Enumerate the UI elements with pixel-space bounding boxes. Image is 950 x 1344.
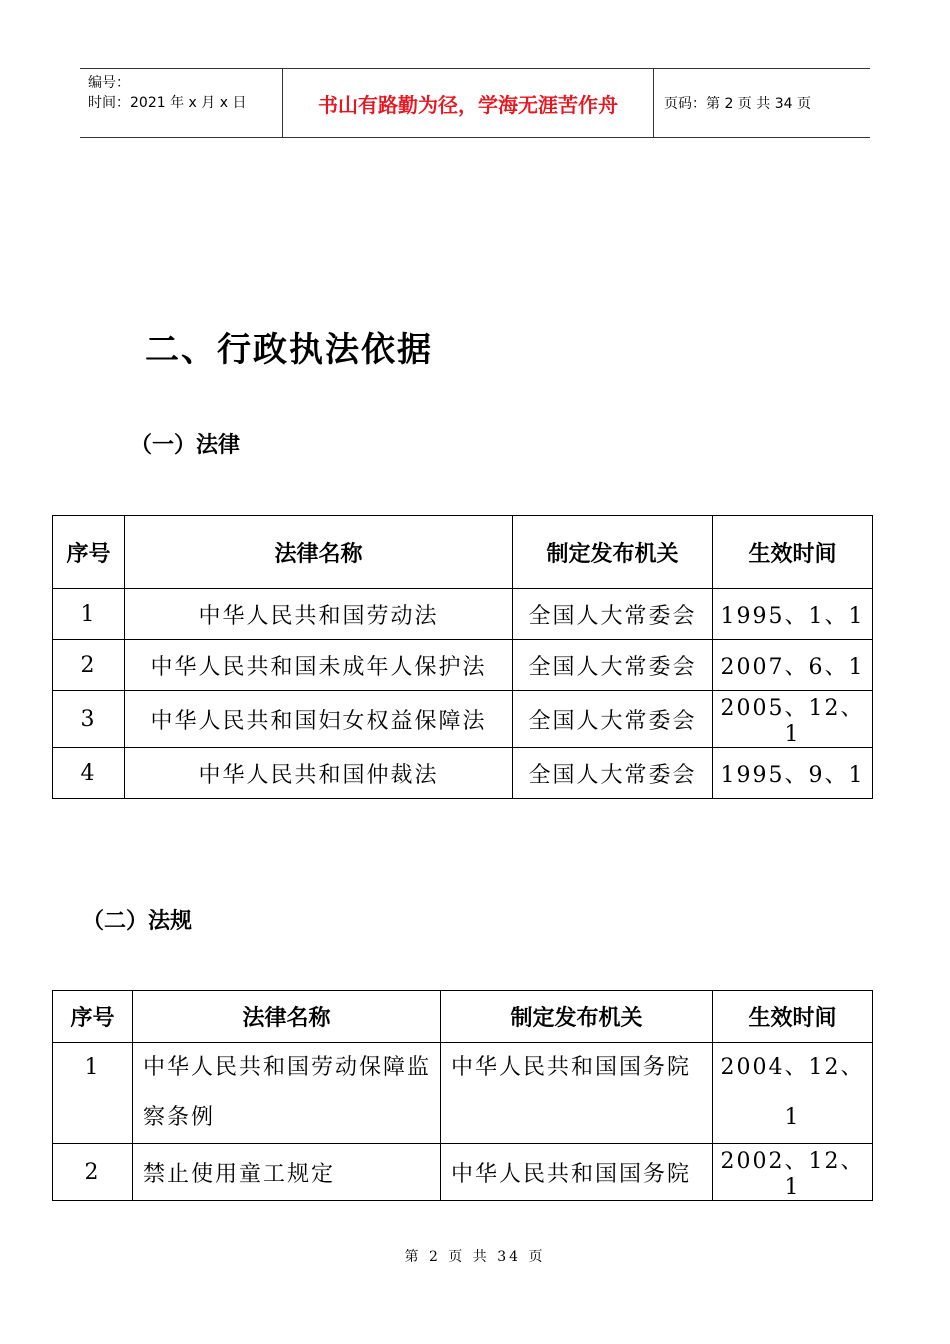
regulations-title: （二）法规	[82, 909, 193, 934]
header-index: 序号	[53, 516, 125, 589]
cell-law-name: 中华人民共和国仲裁法	[125, 748, 513, 799]
cell-law-name: 中华人民共和国劳动法	[125, 589, 513, 640]
header-page-number: 页码：第 2 页 共 34 页	[664, 96, 811, 112]
cell-index: 1	[53, 589, 125, 640]
section-title: 二、行政执法依据	[145, 330, 433, 370]
header-index: 序号	[53, 991, 133, 1043]
header-number: 编号：	[88, 75, 130, 91]
cell-issuer: 全国人大常委会	[513, 691, 713, 748]
cell-issuer: 中华人民共和国国务院	[441, 1144, 713, 1201]
table-row	[53, 640, 873, 691]
cell-effective-date: 2007、6、1	[713, 640, 873, 691]
header-motto: 书山有路勤为径，学海无涯苦作舟	[282, 69, 654, 137]
page-header	[80, 68, 870, 138]
header-effective-date: 生效时间	[713, 516, 873, 589]
table-header-row	[53, 516, 873, 589]
cell-index: 1	[53, 1043, 133, 1144]
laws-title: （一）法律	[130, 433, 241, 458]
table-row	[53, 691, 873, 748]
table-row	[53, 748, 873, 799]
cell-index: 2	[53, 640, 125, 691]
cell-issuer: 全国人大常委会	[513, 640, 713, 691]
table-row	[53, 1043, 873, 1144]
cell-law-name: 中华人民共和国劳动保障监察条例	[133, 1043, 441, 1144]
page-footer: 第 2 页 共 34 页	[404, 1249, 546, 1265]
cell-index: 2	[53, 1144, 133, 1201]
cell-effective-date: 2002、12、1	[713, 1144, 873, 1201]
header-issuer: 制定发布机关	[513, 516, 713, 589]
cell-issuer: 中华人民共和国国务院	[441, 1043, 713, 1144]
cell-effective-date: 2004、12、1	[713, 1043, 873, 1144]
table-row	[53, 589, 873, 640]
cell-law-name: 中华人民共和国妇女权益保障法	[125, 691, 513, 748]
header-law-name: 法律名称	[125, 516, 513, 589]
cell-issuer: 全国人大常委会	[513, 589, 713, 640]
cell-law-name: 禁止使用童工规定	[133, 1144, 441, 1201]
header-law-name: 法律名称	[133, 991, 441, 1043]
table-row	[53, 1144, 873, 1201]
cell-law-name: 中华人民共和国未成年人保护法	[125, 640, 513, 691]
cell-effective-date: 1995、1、1	[713, 589, 873, 640]
cell-issuer: 全国人大常委会	[513, 748, 713, 799]
cell-effective-date: 1995、9、1	[713, 748, 873, 799]
cell-index: 4	[53, 748, 125, 799]
laws-table	[52, 515, 873, 799]
regulations-table	[52, 990, 873, 1201]
header-time: 时间：2021 年 x 月 x 日	[88, 95, 247, 111]
header-effective-date: 生效时间	[713, 991, 873, 1043]
header-meta	[80, 69, 282, 137]
header-issuer: 制定发布机关	[441, 991, 713, 1043]
cell-index: 3	[53, 691, 125, 748]
cell-effective-date: 2005、12、1	[713, 691, 873, 748]
table-header-row	[53, 991, 873, 1043]
